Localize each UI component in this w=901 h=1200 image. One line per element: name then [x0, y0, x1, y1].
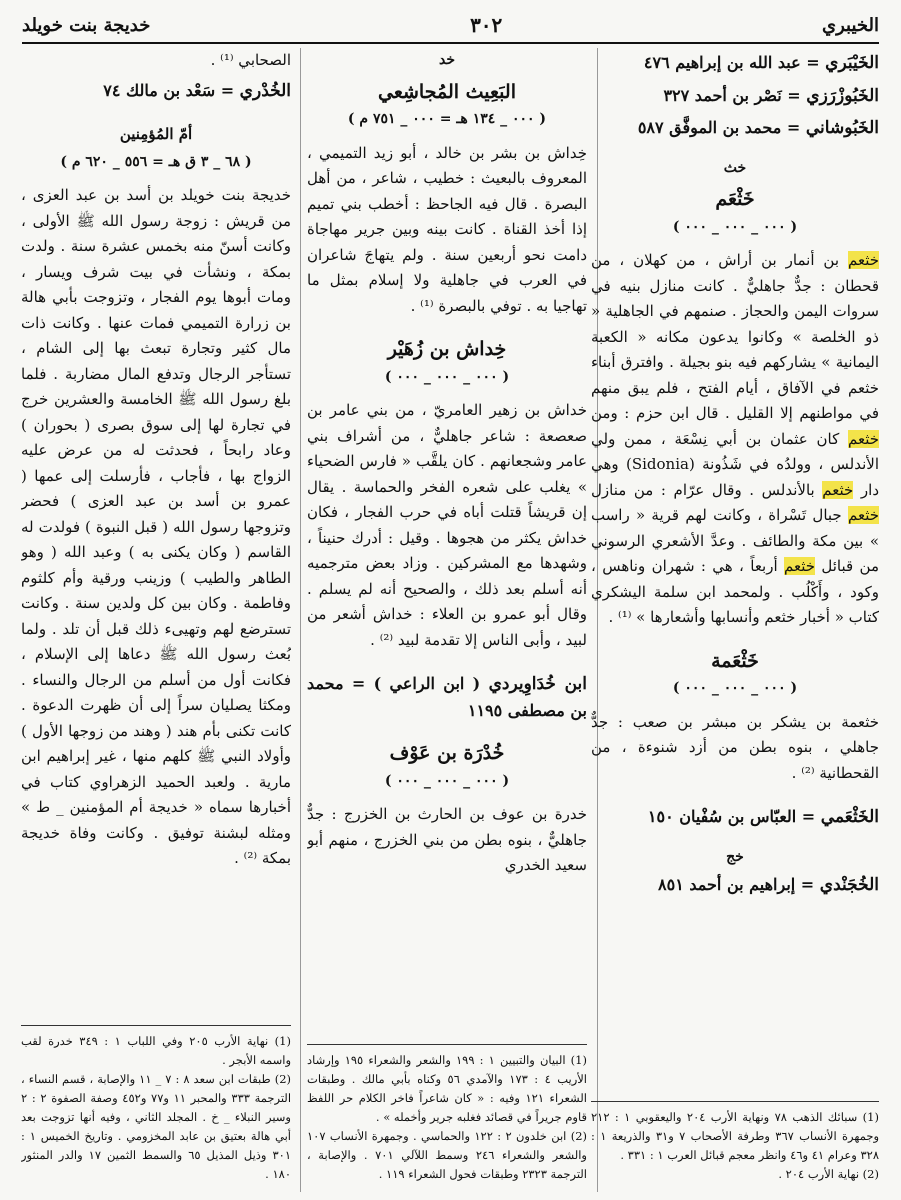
footnotes — [307, 1044, 587, 1184]
cross-reference: الخَبُوشاني = محمد بن الموفَّق ٥٨٧ — [637, 118, 879, 138]
entry-dates: ( ٠٠٠ _ ١٣٤ هـ = ٠٠٠ _ ٧٥١ م ) — [347, 111, 547, 127]
entry-subtitle: أمّ المُؤمِنين — [119, 125, 193, 143]
cross-reference: الخَبُوزْرَزي = نَصْر بن أحمد ٣٢٧ — [663, 85, 879, 106]
letter-heading: خج — [726, 848, 744, 865]
letter-heading: خث — [723, 159, 747, 176]
entry-title: خِداش بن زُهَيْر — [387, 338, 507, 360]
column-middle — [307, 48, 587, 1192]
footnote: (1) نهاية الأرب ٢٠٥ وفي اللباب ١ : ٣٤٩ خدرة لقب واسمه الأبجر . — [21, 1034, 291, 1067]
footnote: (1) البيان والتبيين ١ : ١٩٩ والشعر والشعراء ١٩٥ وإرشاد الأريب ٤ : ١٧٣ والآمدي ٥٦ وكناه بأبي مالك . وطبقات الشعراء ١٢١ وفيه : « كان شاعراً فاخر الكلام حر اللفظ قاوم جريراً في قصائد فغلبه جرير وأخمله » . — [307, 1053, 587, 1124]
footnote: (2) ابن خلدون ٢ : ١٢٢ والحماسي . وجمهرة الأنساب ١٠٧ والشعر والشعراء ٢٤٦ وسمط اللآلي ٧٠١ . والإصابة ، الترجمة ٢٣٢٣ وطبقات فحول الشعراء ١١٩ . — [307, 1129, 587, 1181]
cross-reference: الخُدْري = سَعْد بن مالك ٧٤ — [103, 80, 291, 101]
highlighted-word: خثعم — [784, 557, 816, 575]
header-left-title: خديجة بنت خويلد — [22, 14, 151, 36]
cross-reference: الخَيْبَري = عبد الله بن إبراهيم ٤٧٦ — [643, 53, 879, 73]
highlighted-word: خثعم — [847, 506, 879, 524]
entry-dates: ( ٠٠٠ _ ٠٠٠ _ ٠٠٠ ) — [384, 368, 510, 385]
entry-body: خداش بن زهير العامريّ ، من بني عامر بن صعصعة : شاعر جاهليٌّ ، من أشراف بني عامر وشجعانهم . كان يلقَّب « فارس الضحياء » يغلب على شعره الفخر والحماسة . يقال إن قريشاً قتلت أباه في حرب الفجار ، فكان خداش يكثر من هجوها . وقيل : أدرك حنيناً ، وشهدها مع المشركين . وزاد بعض مترجميه أنه أسلم بعد ذلك ، والصحيح أنه لم يسلم . وقال أبو عمرو بن العلاء : خداش أشعر من لبيد ، وأبى الناس إلا تقدمة لبيد ⁽²⁾ . — [307, 401, 587, 649]
entry-body: خثعمة بن يشكر بن مبشر بن صعب : جدٌّ جاهلي ، بنوه بطن من أزد شنوءة ، من القحطانية ⁽²⁾ . — [591, 712, 879, 782]
letter-heading: خد — [438, 52, 455, 68]
column-right — [591, 48, 879, 1192]
footnotes — [21, 1025, 291, 1184]
entry-title: خَثْعَمة — [711, 649, 759, 672]
entry-title: البَعِيث المُجاشِعي — [377, 80, 516, 103]
entry-body: خديجة بنت خويلد بن أسد بن عبد العزى ، من قريش : زوجة رسول الله ﷺ الأولى ، وكانت أسنّ منه بخمس عشرة سنة . ولدت بمكة ، ونشأت في بيت شرف ويسار ، ومات أبوها يوم الفجار ، وتزوجت بأبي هالة بن زرارة التميمي فمات عنها . وكانت ذات مال كثير وتجارة تبعث بها إلى الشام ، تستأجر الرجال وتدفع المال مضاربة . فلما بلغ رسول الله ﷺ الخامسة والعشرين خرج في تجارة لها إلى سوق بصرى ( بحوران ) وعاد رابحاً ، فحدثت له من عرض عليه الزواج بها ، فأجاب ، فأرسلت إلى عمها ( عمرو بن أسد بن عبد العزى ) فحضر وتزوجها رسول الله ( قبل النبوة ) فولدت له القاسم ( وكان يكنى به ) وعبد الله ( وهو الطاهر والطيب ) وزينب ورقية وأم كلثوم وفاطمة . وكان بين كل ولدين سنة . وكانت تسترضع لهم وتهيىء ذلك قبل أن تلد . ولما بُعث رسول الله ﷺ دعاها إلى الإسلام ، فكانت أول من أسلم من الرجال والنساء . ومكثا يصليان سراً إلى أن ظهرت الدعوة . كانت تكنى بأم هند ( وهند من زوجها الأول ) وأولاد النبي ﷺ كلهم منها ، غير إبراهيم ابن مارية . ولعبد الحميد الزهراوي كتاب في أخبارها سماه « خديجة أم المؤمنين _ ط » ومثله لبشنة توفيق . وكانت وفاة خديجة بمكة ⁽²⁾ . — [21, 186, 291, 867]
cross-reference: الخَثْعَمي = العبّاس بن سُفْيان ١٥٠ — [647, 807, 879, 827]
footnote: (2) طبقات ابن سعد ٨ : ٧ _ ١١ والإصابة ، قسم النساء ، الترجمة ٣٣٣ والمحبر ١١ و٧٧ و٤٥٢ وصفة الصفوة ٢ : ٢ وسير النبلاء _ خ . المجلد الثاني ، وفيه أنها تزوجت بعد أبي هالة بعتيق بن عابد المخزومي . وتاريخ الخميس ١ : ٣٠١ وذيل المذيل ٦٥ والسمط الثمين ١٧ والدر المنثور ١٨٠ . — [21, 1072, 291, 1181]
highlighted-word: خثعم — [847, 251, 879, 269]
column-left — [21, 48, 291, 1192]
continued-text: الصحابي ⁽¹⁾ . — [210, 51, 291, 69]
entry-body: خِداش بن بشر بن خالد ، أبو زيد التميمي ، المعروف بالبعيث : خطيب ، شاعر ، من أهل البصرة . قال فيه الجاحظ : أخطب بني تميم إذا أخذ القناة . كانت بينه وبين جرير مهاجاة دامت نحو أربعين سنة . ولم يتهاجَ شاعران في العرب في جاهلية ولا إسلام بمثل ما تهاجيا به . توفي بالبصرة ⁽¹⁾ . — [307, 143, 587, 315]
running-header — [22, 8, 879, 44]
highlighted-word: خثعم — [847, 429, 879, 448]
entry-title: خَثْعَم — [715, 188, 755, 210]
header-right-word: الخيبري — [822, 14, 879, 36]
entry-dates: ( ٠٠٠ _ ٠٠٠ _ ٠٠٠ ) — [672, 218, 798, 235]
footnote: (1) سبائك الذهب ٧٨ ونهاية الأرب ٢٠٤ واليعقوبي ١ : ٢١٢ وجمهرة الأنساب ٣٦٧ وطرفة الأصحاب ٧ و٣١ والذريعة ١ : ٣٢٨ وعرام ٤١ و٤٦ وانظر معجم قبائل العرب ١ : ٣٣١ . — [591, 1110, 879, 1162]
footnotes — [591, 1101, 879, 1184]
entry-dates: ( ٠٠٠ _ ٠٠٠ _ ٠٠٠ ) — [672, 680, 798, 696]
entry-title: خُدْرَة بن عَوْف — [389, 742, 505, 764]
entry-body: خثعم بن أنمار بن أراش ، من كهلان ، من قحطان : جدٌّ جاهليٌّ . كانت منازل بنيه في سروات اليمن والحجاز . صنمهم في الجاهلية « ذو الخلصة » وكانوا يدعون مكانه « الكعبة اليمانية » يشاركهم فيه بنو بجيلة . وافترق أبناء خثعم في الآفاق ، أيام الفتح ، فلم يبق منهم في مواطنهم إلا القليل . قال ابن حزم : ومن خثعم كان عثمان بن أبي نِسْعَة ، ممن ولي الأندلس ، وولدُه في شَذُونة (Sidonia) وهي دار خثعم بالأندلس . وقال عرّام : من منازل خثعم جبال تَسْراة ، وكانت لهم قرية « راسب » بين مكة والطائف . وعدَّ الأشعري الرسوني من قبائل خثعم أربعاً ، هي : شهران وناهس ، وكود ، وأَكْلُب . ولمحمد ابن سلمة اليشكري كتاب « أخبار خثعم وأنسابها وأشعارها » ⁽¹⁾ . — [591, 251, 879, 626]
page-number: ٣٠٢ — [470, 13, 503, 37]
entry-body: خدرة بن عوف بن الحارث بن الخزرج : جدٌّ جاهليٌّ ، بنوه بطن من بني الخزرج ، منهم أبو سعيد الخدري — [307, 805, 587, 874]
footnote: (2) نهاية الأرب ٢٠٤ . — [778, 1167, 879, 1181]
entry-dates: ( ٠٠٠ _ ٠٠٠ _ ٠٠٠ ) — [384, 772, 510, 789]
column-divider-left — [300, 48, 301, 1192]
entry-dates: ( ٦٨ _ ٣ ق هـ = ٥٥٦ _ ٦٢٠ م ) — [60, 153, 252, 170]
cross-reference: ابن خُدَاوِيردي ( ابن الراعي ) = محمد بن مصطفى ١١٩٥ — [307, 674, 587, 720]
highlighted-word: خثعم — [822, 480, 854, 499]
cross-reference: الخُجَنْدي = إبراهيم بن أحمد ٨٥١ — [658, 875, 879, 895]
